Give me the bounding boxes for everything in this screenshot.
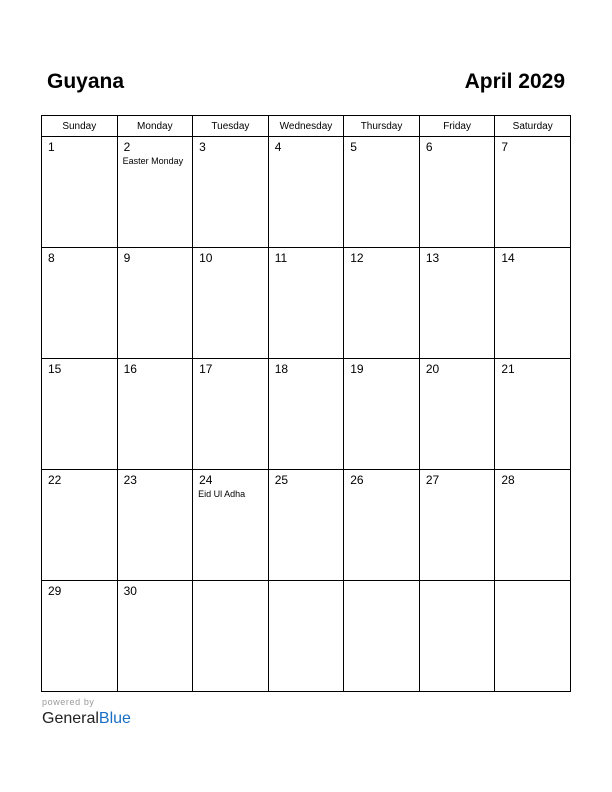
day-number: 20	[425, 362, 440, 376]
weekday-header: Monday	[117, 116, 193, 137]
day-cell	[268, 248, 344, 359]
day-cell	[42, 248, 118, 359]
holiday-label	[118, 265, 193, 266]
holiday-label	[193, 376, 268, 377]
holiday-label: Eid Ul Adha	[198, 489, 246, 499]
day-cell	[495, 137, 571, 248]
holiday-label	[344, 585, 419, 586]
footer-branding	[42, 697, 131, 729]
day-number: 24	[199, 473, 213, 487]
week-row	[42, 581, 571, 692]
day-cell	[419, 470, 495, 581]
day-number: 27	[425, 473, 440, 487]
day-number: 1	[48, 140, 55, 154]
week-row	[42, 470, 571, 581]
holiday-label	[420, 265, 495, 266]
day-cell	[42, 137, 118, 248]
logo-text-general: General	[42, 710, 99, 727]
day-number: 4	[274, 140, 282, 154]
day-number: 28	[501, 473, 515, 487]
holiday-label	[269, 154, 344, 155]
day-cell	[117, 470, 193, 581]
holiday-label	[42, 265, 117, 266]
day-number: 13	[425, 251, 440, 265]
day-number: 3	[199, 140, 206, 154]
day-number: 5	[350, 140, 357, 154]
holiday-label	[118, 487, 193, 488]
day-number: 16	[123, 362, 137, 376]
day-cell	[117, 359, 193, 470]
day-number: 23	[123, 473, 137, 487]
day-number: 22	[48, 473, 62, 487]
holiday-label	[495, 154, 570, 155]
powered-by-text: powered by	[42, 697, 95, 707]
day-number: 26	[350, 473, 364, 487]
day-cell	[117, 248, 193, 359]
day-number: 7	[501, 140, 509, 154]
holiday-label	[344, 376, 419, 377]
day-cell	[117, 137, 193, 248]
day-cell	[419, 359, 495, 470]
week-row	[42, 248, 571, 359]
holiday-label	[193, 585, 268, 586]
day-number: 15	[48, 362, 62, 376]
week-row	[42, 359, 571, 470]
day-number: 6	[425, 140, 433, 154]
holiday-label	[344, 265, 419, 266]
holiday-label	[495, 265, 570, 266]
weekday-header: Friday	[419, 116, 495, 137]
day-cell	[344, 248, 420, 359]
day-number: 2	[123, 140, 131, 154]
day-cell	[42, 470, 118, 581]
day-cell	[193, 248, 269, 359]
holiday-label: Easter Monday	[122, 156, 184, 166]
weekday-header: Tuesday	[193, 116, 269, 137]
day-number: 14	[501, 251, 515, 265]
holiday-label	[344, 154, 419, 155]
holiday-label	[269, 376, 344, 377]
day-cell	[419, 137, 495, 248]
day-number: 19	[350, 362, 364, 376]
day-number: 18	[274, 362, 289, 376]
generalblue-logo[interactable]	[42, 709, 131, 729]
day-cell	[495, 470, 571, 581]
day-cell	[344, 581, 420, 692]
weekday-header: Sunday	[42, 116, 118, 137]
holiday-label	[420, 376, 495, 377]
holiday-label	[42, 376, 117, 377]
day-number: 17	[199, 362, 213, 376]
day-cell	[495, 248, 571, 359]
holiday-label	[269, 585, 344, 586]
holiday-label	[193, 265, 268, 266]
weekday-header: Wednesday	[268, 116, 344, 137]
holiday-label	[420, 154, 495, 155]
day-cell	[193, 359, 269, 470]
day-number: 12	[350, 251, 364, 265]
day-number: 30	[123, 584, 137, 598]
holiday-label	[42, 598, 117, 599]
day-cell	[193, 137, 269, 248]
holiday-label	[495, 376, 570, 377]
day-cell	[495, 359, 571, 470]
weekday-header: Saturday	[495, 116, 571, 137]
country-title: Guyana	[47, 70, 125, 93]
holiday-label	[495, 585, 570, 586]
day-number: 11	[274, 251, 288, 265]
day-number: 9	[123, 251, 131, 265]
logo-text-blue: Blue	[98, 710, 131, 727]
day-cell	[268, 137, 344, 248]
holiday-label	[344, 487, 419, 488]
day-number: 21	[501, 362, 515, 376]
day-cell	[344, 470, 420, 581]
day-cell	[419, 581, 495, 692]
holiday-label	[118, 598, 193, 599]
week-row	[42, 137, 571, 248]
holiday-label	[193, 154, 268, 155]
day-number: 25	[274, 473, 289, 487]
holiday-label	[42, 154, 117, 155]
day-cell	[42, 359, 118, 470]
day-number: 8	[48, 251, 55, 265]
day-cell	[344, 137, 420, 248]
day-cell	[268, 359, 344, 470]
holiday-label	[269, 265, 344, 266]
day-cell	[193, 581, 269, 692]
day-cell	[344, 359, 420, 470]
holiday-label	[42, 487, 117, 488]
weekday-header: Thursday	[344, 116, 420, 137]
holiday-label	[420, 585, 495, 586]
calendar-grid	[41, 115, 571, 692]
day-number: 10	[199, 251, 213, 265]
day-cell	[495, 581, 571, 692]
day-cell	[193, 470, 269, 581]
day-number: 29	[48, 584, 62, 598]
day-cell	[42, 581, 118, 692]
day-cell	[419, 248, 495, 359]
day-cell	[268, 581, 344, 692]
day-cell	[117, 581, 193, 692]
holiday-label	[269, 487, 344, 488]
holiday-label	[118, 376, 193, 377]
weekday-header-row	[42, 116, 571, 137]
holiday-label	[495, 487, 570, 488]
month-year-title: April 2029	[464, 70, 565, 93]
holiday-label	[420, 487, 495, 488]
day-cell	[268, 470, 344, 581]
